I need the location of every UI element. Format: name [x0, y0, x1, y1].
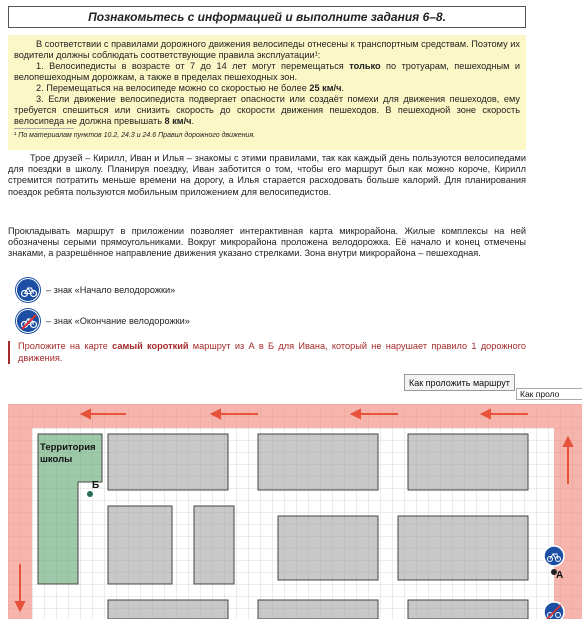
residential-block	[258, 600, 378, 619]
bike-path-start-sign	[544, 546, 564, 566]
residential-block	[108, 506, 172, 584]
interactive-map[interactable]	[8, 404, 582, 619]
sign-end-row	[16, 309, 190, 333]
residential-block	[408, 434, 528, 490]
sign-start-row	[16, 278, 175, 302]
sign-start-label: – знак «Начало велодорожки»	[46, 285, 176, 295]
residential-block	[278, 516, 378, 580]
bike-path-start-icon	[16, 278, 40, 302]
residential-block	[108, 434, 228, 490]
rules-box	[8, 35, 526, 150]
how-to-route-button[interactable]: Как проложить маршрут	[404, 374, 515, 391]
map-description-text: Прокладывать маршрут в приложении позволяет интерактивная карта микрорайона. Жилые комплексы на ней обозначены серыми прямоугольниками. Вокруг микрорайона проложена велодорожка. Её начало и конец отмечены знаками, а разрешённое направление движения указано стрелками. Зона внутри микрорайона – пешеходная.	[8, 226, 526, 259]
residential-block	[408, 600, 528, 619]
residential-block	[194, 506, 234, 584]
story-text: Трое друзей – Кирилл, Иван и Илья – знакомы с этими правилами, так как каждый день пользуются велосипедами для поездки в школу. Планируя поездку, Иван заботится о том, чтобы его маршрут был как можно короче, Кирилл стремится потратить меньше времени на дорогу, а Илья старается расходовать больше калорий. Для планирования поездок ребята пользуются мобильным приложением для велосипедистов.	[8, 153, 526, 197]
task-header-text: Познакомьтесь с информацией и выполните задания 6–8.	[88, 10, 446, 24]
school-label: Территория школы	[40, 442, 96, 465]
point-b-label: Б	[92, 480, 100, 491]
rule-3: 3. Если движение велосипедиста подвергает опасности или создаёт помехи для движения пешеходов, ему требуется спешиться или снизить скорость до скорости движения пешеходов. В пешеходной зоне скорость велосипеда не должна превышать 8 км/ч.	[14, 94, 520, 126]
footnote: ¹ По материалам пунктов 10.2, 24.3 и 24.6 Правил дорожного движения.	[14, 132, 256, 139]
residential-block	[108, 600, 228, 619]
point-b-marker	[87, 491, 93, 497]
residential-block	[258, 434, 378, 490]
point-a-label: А	[556, 570, 564, 581]
story-paragraph	[8, 153, 526, 198]
map-description	[8, 226, 526, 260]
bike-path-end-sign	[544, 602, 564, 619]
map-canvas[interactable]	[8, 404, 582, 619]
route-tooltip: Как проло	[516, 388, 582, 400]
bike-path-end-icon	[16, 309, 40, 333]
sign-end-label: – знак «Окончание велодорожки»	[46, 316, 190, 326]
rules-intro: В соответствии с правилами дорожного движения велосипеды отнесены к транспортным средствам. Поэтому их водители должны соблюдать соответствующие правила эксплуатации¹:	[14, 39, 520, 60]
task-instruction: Проложите на карте самый короткий маршрут из А в Б для Ивана, который не нарушает правило 1 дорожного движения.	[8, 341, 526, 364]
task-header	[8, 6, 526, 28]
footnote-divider	[14, 128, 74, 129]
rule-2: 2. Перемещаться на велосипеде можно со скоростью не более 25 км/ч.	[36, 83, 344, 93]
rule-1: 1. Велосипедисты в возрасте от 7 до 14 лет могут перемещаться только по тротуарам, пешеходным и велопешеходным дорожкам, а также в пределах пешеходных зон.	[14, 61, 520, 82]
residential-block	[398, 516, 528, 580]
